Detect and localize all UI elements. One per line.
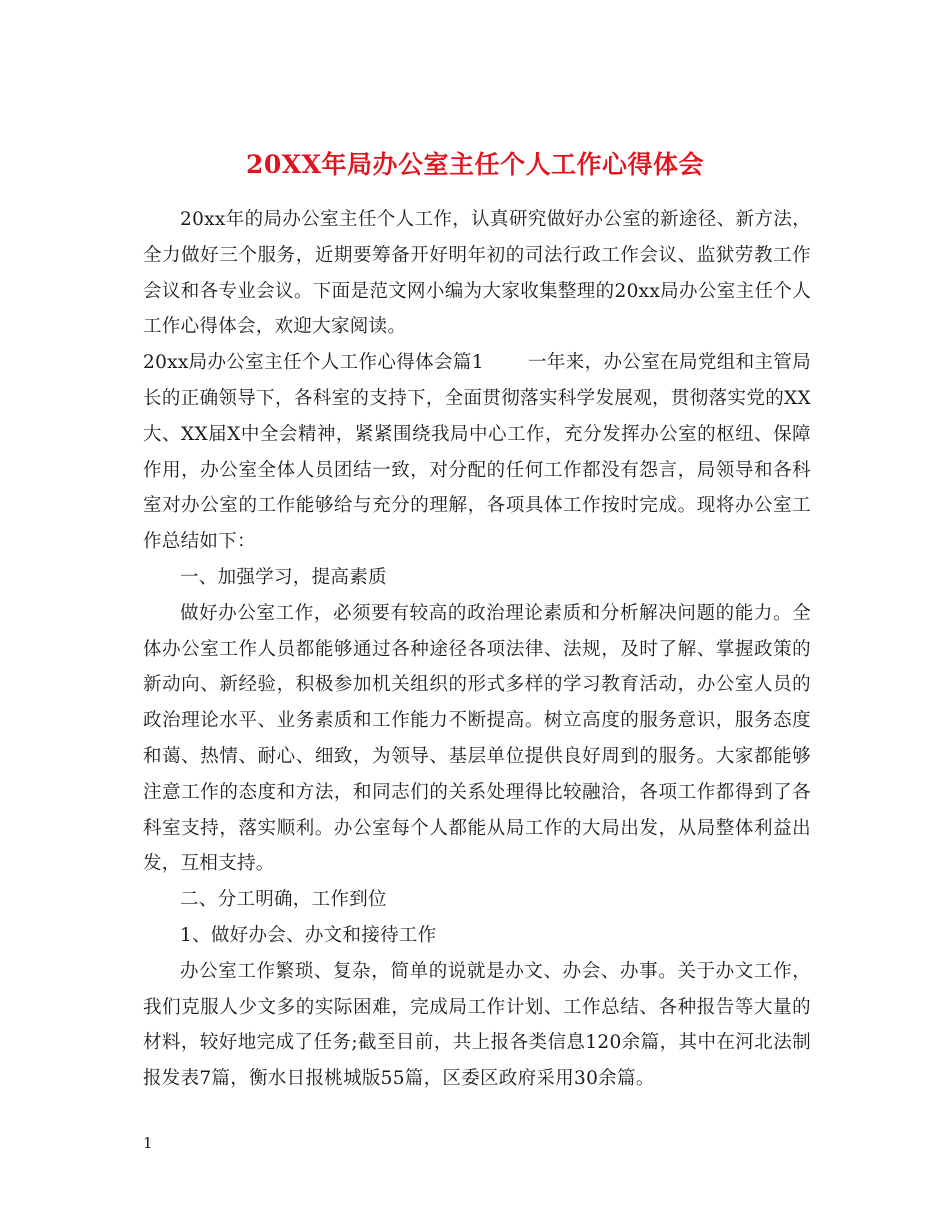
section2-sub1-body: 办公室工作繁琐、复杂，简单的说就是办文、办会、办事。关于办文工作，我们克服人少文多的实际困难，完成局工作计划、工作总结、各种报告等大量的材料，较好地完成了任务;截至目前，共上报各类信息120余篇，其中在河北法制报发表7篇，衡水日报桃城版55篇，区委区政府采用30余篇。 <box>143 960 811 1090</box>
document-body <box>143 202 811 1097</box>
section1-heading: 一、加强学习，提高素质 <box>180 566 387 588</box>
section2-heading: 二、分工明确，工作到位 <box>180 889 387 911</box>
part1-summary: 一年来，办公室在局党组和主管局长的正确领导下，各科室的支持下，全面贯彻落实科学发展观，贯彻落实党的XX大、XX届X中全会精神，紧紧围绕我局中心工作，充分发挥办公室的枢纽、保障作用，办公室全体人员团结一致，对分配的任何工作都没有怨言，局领导和各科室对办公室的工作能够给与充分的理解，各项具体工作按时完成。现将办公室工作总结如下： <box>143 352 811 553</box>
document-title: 20XX年局办公室主任个人工作心得体会 <box>245 149 705 179</box>
part1-paragraph <box>143 345 811 560</box>
intro-paragraph: 20xx年的局办公室主任个人工作，认真研究做好办公室的新途径、新方法，全力做好三个服务，近期要筹备开好明年初的司法行政工作会议、监狱劳教工作会议和各专业会议。下面是范文网小编为大家收集整理的20xx局办公室主任个人工作心得体会，欢迎大家阅读。 <box>143 209 811 338</box>
section1-body: 做好办公室工作，必须要有较高的政治理论素质和分析解决问题的能力。全体办公室工作人员都能够通过各种途径各项法律、法规，及时了解、掌握政策的新动向、新经验，积极参加机关组织的形式多样的学习教育活动，办公室人员的政治理论水平、业务素质和工作能力不断提高。树立高度的服务意识，服务态度和蔼、热情、耐心、细致，为领导、基层单位提供良好周到的服务。大家都能够注意工作的态度和方法，和同志们的关系处理得比较融洽，各项工作都得到了各科室支持，落实顺利。办公室每个人都能从局工作的大局出发，从局整体利益出发，互相支持。 <box>143 602 811 875</box>
part1-heading: 20xx局办公室主任个人工作心得体会篇1 <box>143 352 484 374</box>
page-number: 1 <box>143 1134 153 1152</box>
section2-sub1-heading: 1、做好办会、办文和接待工作 <box>180 924 437 946</box>
